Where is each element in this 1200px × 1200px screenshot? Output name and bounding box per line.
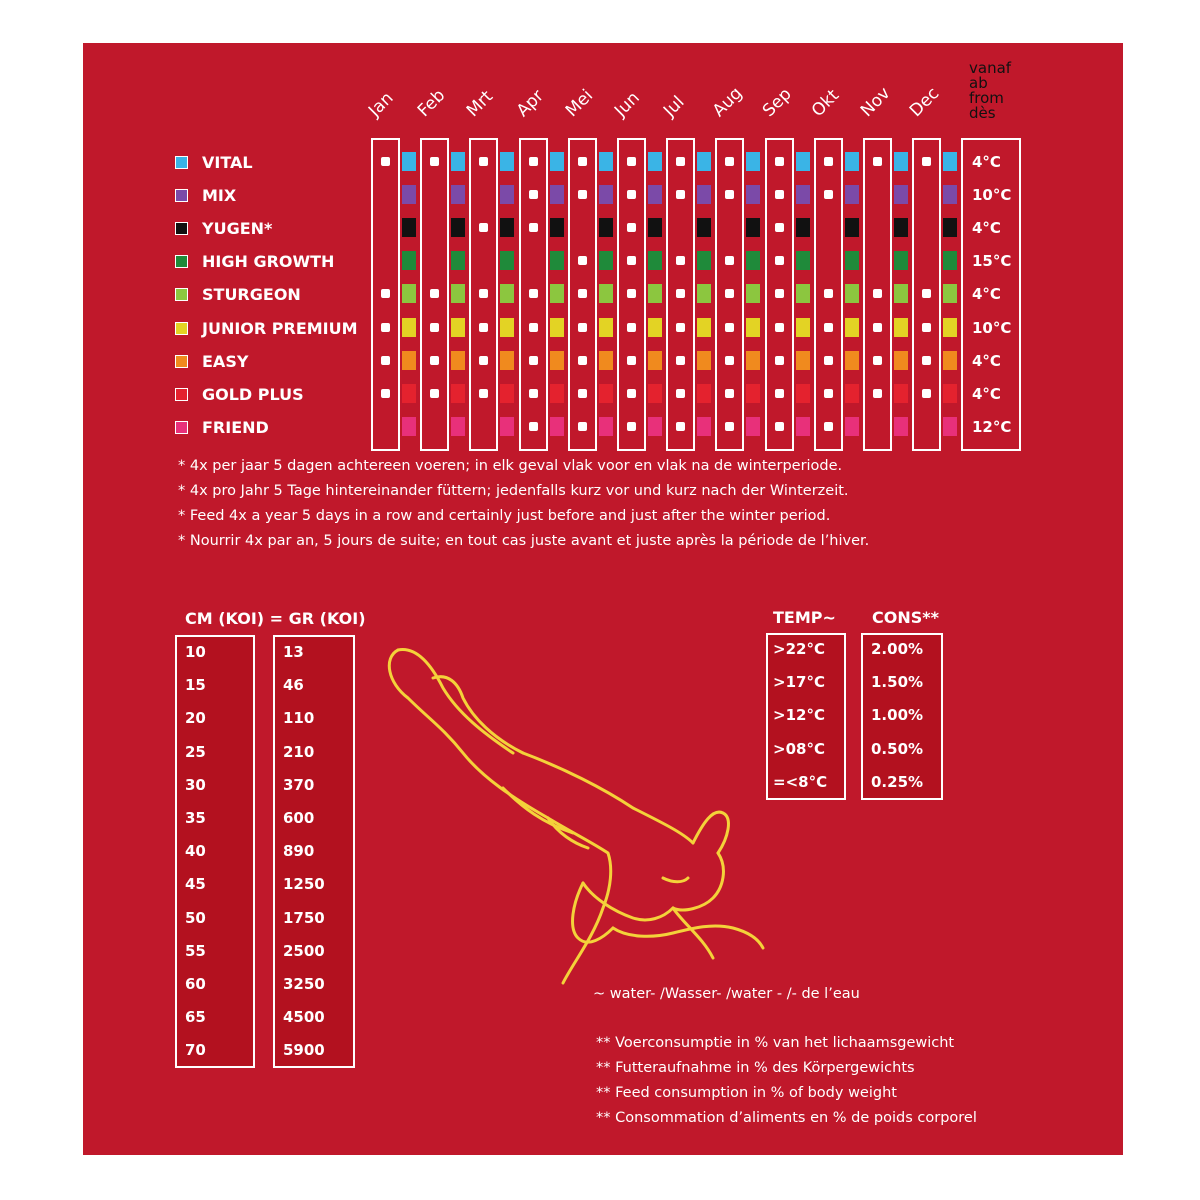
koi-fish-illustration — [373, 638, 793, 998]
product-color-cell — [599, 417, 613, 436]
product-color-cell — [500, 417, 514, 436]
feeding-dot — [578, 289, 587, 298]
feeding-dot — [725, 157, 734, 166]
product-color-cell — [845, 417, 859, 436]
feeding-dot — [676, 389, 685, 398]
feeding-dot — [529, 157, 538, 166]
product-color-cell — [845, 284, 859, 303]
feeding-dot — [775, 323, 784, 332]
product-color-cell — [746, 218, 760, 237]
product-color-cell — [943, 318, 957, 337]
month-label: Aug — [709, 83, 747, 121]
product-color-cell — [796, 351, 810, 370]
feeding-dot — [725, 289, 734, 298]
product-color-cell — [796, 384, 810, 403]
product-color-cell — [402, 251, 416, 270]
footnote-line: ** Consommation d’aliments en % de poids corporel — [596, 1110, 977, 1126]
product-color-cell — [550, 318, 564, 337]
feeding-dot — [529, 190, 538, 199]
cons-header: CONS** — [872, 608, 939, 627]
feeding-dot — [824, 289, 833, 298]
product-color-cell — [697, 284, 711, 303]
product-swatch — [175, 288, 188, 301]
product-color-cell — [402, 417, 416, 436]
product-color-cell — [845, 185, 859, 204]
feeding-dot — [627, 356, 636, 365]
product-color-cell — [500, 351, 514, 370]
product-color-cell — [943, 417, 957, 436]
cm-value: 10 — [185, 643, 206, 661]
feeding-dot — [479, 157, 488, 166]
product-color-cell — [599, 284, 613, 303]
vanaf-line: vanaf — [969, 59, 1012, 77]
cons-value: 1.50% — [871, 673, 924, 692]
footnote-line: ** Feed consumption in % of body weight — [596, 1085, 897, 1101]
feeding-dot — [381, 289, 390, 298]
product-color-cell — [451, 351, 465, 370]
feeding-dot — [479, 323, 488, 332]
product-color-cell — [894, 417, 908, 436]
product-color-cell — [500, 251, 514, 270]
product-color-cell — [894, 351, 908, 370]
product-color-cell — [697, 152, 711, 171]
feeding-dot — [824, 389, 833, 398]
cm-value: 45 — [185, 875, 206, 894]
product-color-cell — [599, 318, 613, 337]
gr-value: 210 — [283, 742, 315, 761]
gr-value: 370 — [283, 775, 315, 794]
feeding-dot — [627, 422, 636, 431]
product-color-cell — [402, 218, 416, 237]
product-color-cell — [746, 318, 760, 337]
product-color-cell — [943, 152, 957, 171]
cm-value: 60 — [185, 975, 206, 993]
feeding-dot — [627, 190, 636, 199]
product-color-cell — [402, 384, 416, 403]
product-color-cell — [894, 384, 908, 403]
feeding-dot — [479, 389, 488, 398]
feeding-dot — [529, 223, 538, 232]
product-color-cell — [796, 417, 810, 436]
temp-value: >12°C — [773, 706, 825, 725]
feeding-dot — [627, 223, 636, 232]
product-color-cell — [402, 284, 416, 303]
cm-value: 30 — [185, 775, 206, 794]
product-color-cell — [845, 218, 859, 237]
product-color-cell — [894, 218, 908, 237]
feeding-dot — [578, 190, 587, 199]
product-label: YUGEN* — [202, 219, 273, 239]
product-color-cell — [550, 351, 564, 370]
footnote-line: * 4x per jaar 5 dagen achtereen voeren; in elk geval vlak voor en vlak na de winterperiode. — [178, 458, 843, 474]
feeding-dot — [430, 356, 439, 365]
product-color-cell — [943, 351, 957, 370]
feeding-dot — [479, 289, 488, 298]
product-color-cell — [796, 284, 810, 303]
feeding-dot — [676, 256, 685, 265]
product-label: MIX — [202, 186, 237, 206]
product-color-cell — [746, 417, 760, 436]
feeding-dot — [725, 323, 734, 332]
cm-value: 25 — [185, 742, 206, 761]
feeding-dot — [529, 389, 538, 398]
feeding-dot — [676, 422, 685, 431]
feeding-dot — [824, 422, 833, 431]
product-label: GOLD PLUS — [202, 384, 304, 404]
product-color-cell — [451, 318, 465, 337]
feeding-dot — [824, 190, 833, 199]
temperature-column-outline — [961, 138, 1021, 451]
product-color-cell — [648, 152, 662, 171]
product-swatch — [175, 189, 188, 202]
product-color-cell — [697, 218, 711, 237]
cm-value: 55 — [185, 941, 206, 960]
start-temperature: 10°C — [972, 318, 1012, 337]
feeding-dot — [922, 389, 931, 398]
product-swatch — [175, 421, 188, 434]
vanaf-line: dès — [969, 104, 996, 122]
product-color-cell — [746, 251, 760, 270]
product-color-cell — [894, 318, 908, 337]
feeding-dot — [627, 256, 636, 265]
product-color-cell — [894, 251, 908, 270]
feeding-dot — [430, 289, 439, 298]
product-label: STURGEON — [202, 285, 301, 305]
footnote-line: * Nourrir 4x par an, 5 jours de suite; en tout cas juste avant et juste après la période de l’hiver. — [178, 533, 870, 549]
footnote-line: ** Futteraufnahme in % des Körpergewichts — [596, 1060, 915, 1076]
cm-value: 40 — [185, 842, 206, 861]
vanaf-header — [969, 61, 1011, 121]
feeding-dot — [529, 323, 538, 332]
feeding-dot — [775, 223, 784, 232]
cm-value: 70 — [185, 1041, 206, 1060]
start-temperature: 4°C — [972, 285, 1001, 304]
feeding-dot — [725, 356, 734, 365]
product-color-cell — [451, 384, 465, 403]
product-color-cell — [796, 152, 810, 171]
feeding-dot — [725, 256, 734, 265]
temp-value: =<8°C — [773, 772, 828, 791]
feeding-dot — [381, 389, 390, 398]
feeding-dot — [873, 323, 882, 332]
product-color-cell — [943, 218, 957, 237]
vanaf-line: from — [969, 89, 1004, 107]
feeding-dot — [922, 356, 931, 365]
cm-value: 20 — [185, 709, 206, 728]
gr-value: 890 — [283, 842, 315, 861]
feeding-dot — [725, 190, 734, 199]
cons-value: 0.25% — [871, 772, 924, 791]
month-label: Jul — [660, 92, 689, 121]
month-label: Mrt — [463, 86, 498, 121]
cons-value: 0.50% — [871, 739, 924, 758]
feeding-dot — [381, 323, 390, 332]
product-color-cell — [943, 251, 957, 270]
month-label: Jun — [610, 88, 644, 121]
feeding-dot — [479, 356, 488, 365]
month-label: Apr — [512, 86, 548, 121]
product-swatch — [175, 322, 188, 335]
feeding-dot — [430, 157, 439, 166]
feeding-dot — [775, 356, 784, 365]
product-color-cell — [550, 284, 564, 303]
product-color-cell — [746, 351, 760, 370]
feeding-dot — [725, 422, 734, 431]
product-color-cell — [796, 185, 810, 204]
product-color-cell — [648, 284, 662, 303]
feeding-dot — [627, 157, 636, 166]
product-color-cell — [845, 318, 859, 337]
product-color-cell — [697, 384, 711, 403]
feeding-dot — [922, 323, 931, 332]
product-color-cell — [451, 185, 465, 204]
product-color-cell — [402, 351, 416, 370]
product-color-cell — [599, 185, 613, 204]
product-color-cell — [697, 251, 711, 270]
feeding-dot — [676, 190, 685, 199]
gr-value: 600 — [283, 809, 315, 827]
product-color-cell — [943, 384, 957, 403]
feeding-dot — [775, 422, 784, 431]
feeding-dot — [775, 256, 784, 265]
feeding-dot — [578, 157, 587, 166]
product-color-cell — [746, 284, 760, 303]
temp-header: TEMP~ — [773, 608, 836, 627]
product-color-cell — [796, 218, 810, 237]
product-color-cell — [648, 251, 662, 270]
product-color-cell — [845, 384, 859, 403]
feeding-dot — [578, 323, 587, 332]
gr-value: 5900 — [283, 1041, 325, 1060]
feeding-dot — [922, 289, 931, 298]
feeding-dot — [627, 389, 636, 398]
feeding-dot — [775, 190, 784, 199]
product-color-cell — [599, 351, 613, 370]
feeding-dot — [725, 389, 734, 398]
footnote-line: * Feed 4x a year 5 days in a row and certainly just before and just after the winter period. — [178, 508, 831, 524]
product-color-cell — [943, 284, 957, 303]
month-label: Sep — [758, 84, 796, 121]
product-color-cell — [746, 384, 760, 403]
product-color-cell — [894, 152, 908, 171]
product-swatch — [175, 156, 188, 169]
product-color-cell — [500, 318, 514, 337]
product-color-cell — [648, 417, 662, 436]
product-label: VITAL — [202, 153, 253, 172]
start-temperature: 4°C — [972, 153, 1001, 171]
product-swatch — [175, 388, 188, 401]
feeding-dot — [775, 289, 784, 298]
product-color-cell — [599, 251, 613, 270]
feeding-dot — [873, 389, 882, 398]
product-color-cell — [550, 185, 564, 204]
feeding-dot — [775, 389, 784, 398]
product-color-cell — [845, 251, 859, 270]
product-color-cell — [648, 185, 662, 204]
start-temperature: 10°C — [972, 186, 1012, 205]
cm-value: 50 — [185, 908, 206, 927]
gr-value: 46 — [283, 676, 304, 695]
product-color-cell — [451, 251, 465, 270]
start-temperature: 15°C — [972, 252, 1012, 271]
product-color-cell — [402, 152, 416, 171]
cons-value: 2.00% — [871, 640, 924, 658]
cons-value: 1.00% — [871, 706, 924, 725]
product-color-cell — [550, 384, 564, 403]
feeding-dot — [676, 356, 685, 365]
temp-value: >17°C — [773, 673, 825, 692]
feeding-dot — [529, 289, 538, 298]
product-color-cell — [451, 284, 465, 303]
product-color-cell — [697, 185, 711, 204]
product-color-cell — [550, 218, 564, 237]
feeding-dot — [578, 356, 587, 365]
feeding-dot — [529, 356, 538, 365]
start-temperature: 12°C — [972, 417, 1012, 436]
product-color-cell — [550, 152, 564, 171]
month-label: Jan — [364, 88, 398, 121]
product-label: HIGH GROWTH — [202, 252, 335, 272]
feeding-dot — [578, 256, 587, 265]
start-temperature: 4°C — [972, 351, 1001, 370]
footnote-line: ** Voerconsumptie in % van het lichaamsgewicht — [596, 1035, 955, 1051]
product-label: EASY — [202, 351, 249, 371]
temp-value: >22°C — [773, 640, 825, 658]
start-temperature: 4°C — [972, 219, 1001, 238]
month-label: Okt — [807, 85, 843, 121]
product-color-cell — [746, 185, 760, 204]
feeding-dot — [627, 323, 636, 332]
footnote-line: * 4x pro Jahr 5 Tage hintereinander füttern; jedenfalls kurz vor und kurz nach der Winterzeit. — [178, 483, 849, 499]
gr-value: 3250 — [283, 975, 325, 993]
feeding-dot — [775, 157, 784, 166]
gr-value: 1250 — [283, 875, 325, 894]
product-color-cell — [550, 251, 564, 270]
product-swatch — [175, 355, 188, 368]
feeding-dot — [824, 323, 833, 332]
product-swatch — [175, 222, 188, 235]
product-color-cell — [402, 318, 416, 337]
feeding-dot — [627, 289, 636, 298]
feeding-dot — [578, 422, 587, 431]
product-color-cell — [599, 384, 613, 403]
product-color-cell — [500, 218, 514, 237]
month-label: Dec — [906, 83, 944, 121]
month-label: Nov — [856, 83, 895, 121]
start-temperature: 4°C — [972, 384, 1001, 403]
vanaf-line: ab — [969, 74, 988, 92]
product-color-cell — [697, 417, 711, 436]
gr-value: 110 — [283, 709, 315, 728]
temp-value: >08°C — [773, 739, 825, 758]
product-color-cell — [500, 384, 514, 403]
feeding-dot — [529, 422, 538, 431]
feeding-dot — [824, 356, 833, 365]
size-table-header: CM (KOI) = GR (KOI) — [185, 609, 366, 628]
feeding-dot — [824, 157, 833, 166]
water-note: ~ water- /Wasser- /water - /- de l’eau — [593, 986, 860, 1002]
month-label: Feb — [414, 85, 450, 121]
product-color-cell — [697, 318, 711, 337]
feeding-dot — [381, 356, 390, 365]
product-color-cell — [451, 152, 465, 171]
product-label: FRIEND — [202, 417, 269, 437]
product-color-cell — [500, 185, 514, 204]
product-color-cell — [746, 152, 760, 171]
product-color-cell — [500, 152, 514, 171]
product-color-cell — [648, 318, 662, 337]
gr-value: 13 — [283, 643, 304, 661]
month-label: Mei — [561, 85, 597, 121]
product-label: JUNIOR PREMIUM — [202, 318, 358, 338]
feeding-dot — [873, 289, 882, 298]
product-color-cell — [402, 185, 416, 204]
product-color-cell — [894, 185, 908, 204]
feeding-dot — [430, 323, 439, 332]
feeding-dot — [676, 157, 685, 166]
cm-value: 35 — [185, 809, 206, 827]
product-color-cell — [796, 318, 810, 337]
feeding-dot — [578, 389, 587, 398]
cm-value: 15 — [185, 676, 206, 695]
feeding-dot — [873, 356, 882, 365]
product-color-cell — [648, 351, 662, 370]
product-swatch — [175, 255, 188, 268]
product-color-cell — [451, 417, 465, 436]
product-color-cell — [845, 351, 859, 370]
product-color-cell — [894, 284, 908, 303]
feeding-dot — [381, 157, 390, 166]
product-color-cell — [697, 351, 711, 370]
feeding-dot — [430, 389, 439, 398]
feeding-dot — [676, 289, 685, 298]
product-color-cell — [451, 218, 465, 237]
product-color-cell — [500, 284, 514, 303]
gr-value: 1750 — [283, 908, 325, 927]
product-color-cell — [599, 218, 613, 237]
gr-value: 4500 — [283, 1008, 325, 1027]
product-color-cell — [845, 152, 859, 171]
product-color-cell — [648, 218, 662, 237]
gr-value: 2500 — [283, 941, 325, 960]
feeding-chart-panel — [83, 43, 1123, 1155]
product-color-cell — [943, 185, 957, 204]
feeding-dot — [676, 323, 685, 332]
product-color-cell — [550, 417, 564, 436]
product-color-cell — [648, 384, 662, 403]
feeding-dot — [922, 157, 931, 166]
cm-value: 65 — [185, 1008, 206, 1027]
product-color-cell — [796, 251, 810, 270]
feeding-dot — [479, 223, 488, 232]
feeding-dot — [873, 157, 882, 166]
product-color-cell — [599, 152, 613, 171]
